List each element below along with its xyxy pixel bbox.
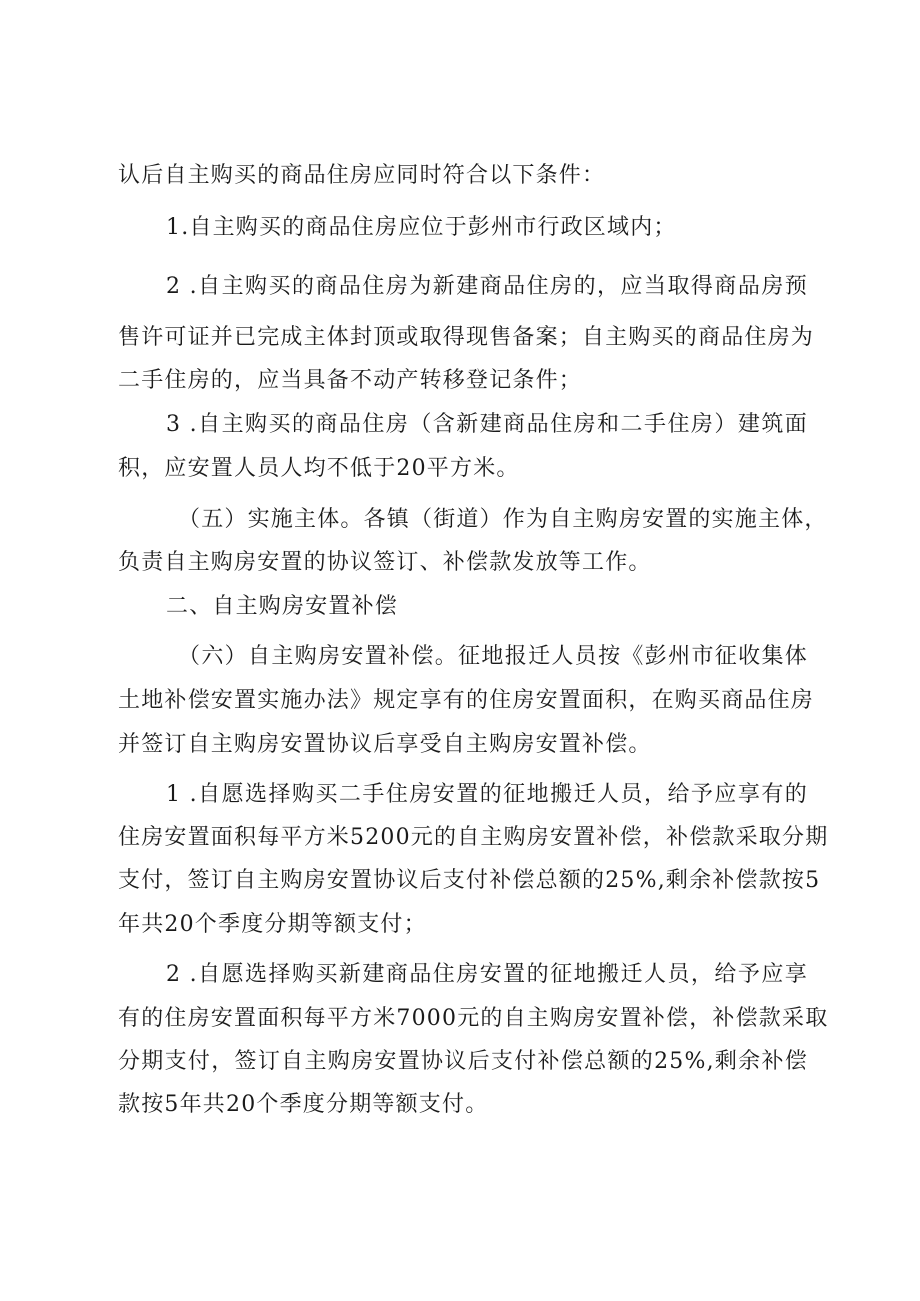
condition-2-line-1: 2 .自主购买的商品住房为新建商品住房的，应当取得商品房预 — [166, 274, 808, 299]
continuation-line: 认后自主购买的商品住房应同时符合以下条件： — [118, 163, 606, 188]
item-2-line-1: 2 .自愿选择购买新建商品住房安置的征地搬迁人员，给予应享 — [166, 962, 808, 987]
condition-3-line-1: 3 .自主购买的商品住房（含新建商品住房和二手住房）建筑面 — [166, 412, 808, 437]
section-5-line-1: （五）实施主体。各镇（街道）作为自主购房安置的实施主体， — [178, 507, 828, 532]
section-6-line-3: 并签订自主购房安置协议后享受自主购房安置补偿。 — [118, 732, 652, 757]
section-6-line-1: （六）自主购房安置补偿。征地报迁人员按《彭州市征收集体 — [178, 644, 808, 669]
item-1-line-2: 住房安置面积每平方米5200元的自主购房安置补偿，补偿款采取分期 — [118, 825, 829, 850]
condition-2-line-3: 二手住房的，应当具备不动产转移登记条件； — [118, 368, 583, 393]
section-5-line-2: 负责自主购房安置的协议签订、补偿款发放等工作。 — [118, 550, 652, 575]
condition-1: 1.自主购买的商品住房应位于彭州市行政区域内； — [166, 215, 677, 240]
item-2-line-2: 有的住房安置面积每平方米7000元的自主购房安置补偿，补偿款采取 — [118, 1006, 829, 1031]
heading-2: 二、自主购房安置补偿 — [166, 594, 399, 619]
item-1-line-4: 年共20个季度分期等额支付； — [118, 912, 427, 937]
item-1-line-3: 支付，签订自主购房安置协议后支付补偿总额的25%,剩余补偿款按5 — [118, 868, 821, 893]
item-2-line-3: 分期支付，签订自主购房安置协议后支付补偿总额的25%,剩余补偿 — [118, 1049, 808, 1074]
condition-3-line-2: 积，应安置人员人均不低于20平方米。 — [118, 456, 520, 481]
item-2-line-4: 款按5年共20个季度分期等额支付。 — [118, 1092, 489, 1117]
condition-2-line-2: 售许可证并已完成主体封顶或取得现售备案；自主购买的商品住房为 — [118, 325, 815, 350]
section-6-line-2: 土地补偿安置实施办法》规定享有的住房安置面积，在购买商品住房 — [118, 688, 815, 713]
item-1-line-1: 1 .自愿选择购买二手住房安置的征地搬迁人员，给予应享有的 — [166, 782, 808, 807]
